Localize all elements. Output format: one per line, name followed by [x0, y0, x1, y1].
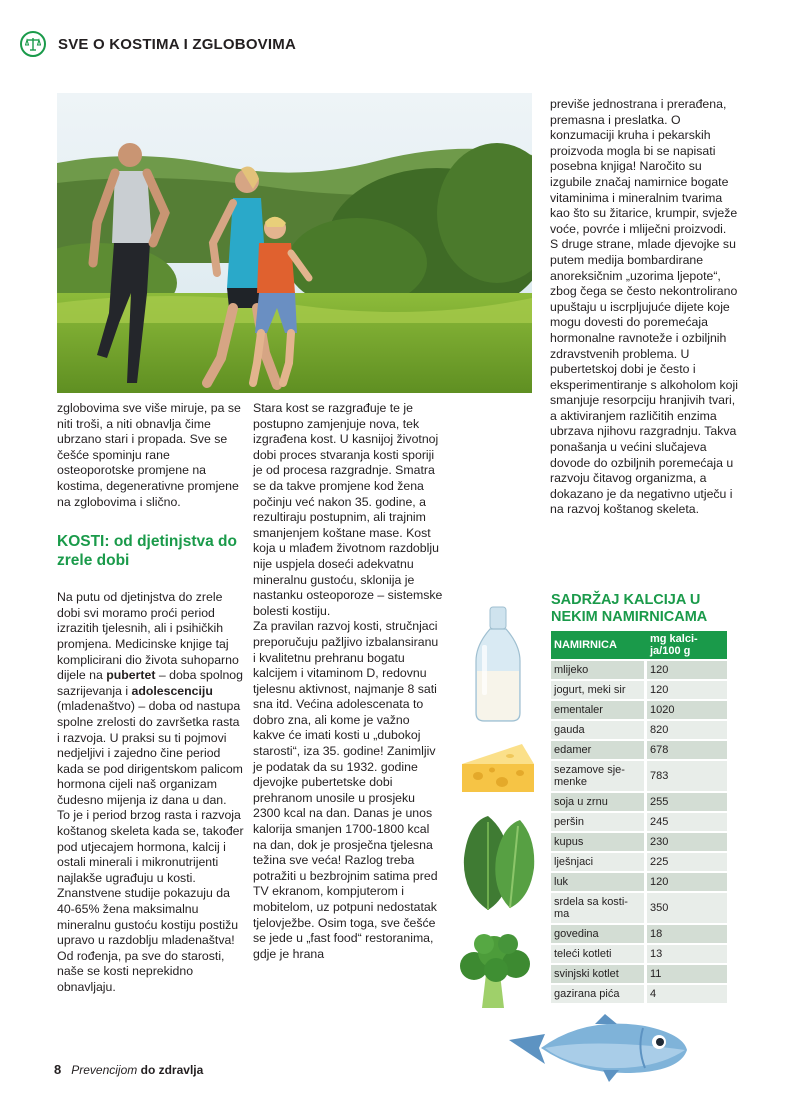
column-header-food: NAMIRNICA: [551, 631, 647, 659]
food-cell: luk: [551, 873, 647, 891]
page-footer: [54, 1062, 203, 1077]
calcium-cell: 120: [647, 681, 727, 699]
calcium-cell: 230: [647, 833, 727, 851]
food-cell: peršin: [551, 813, 647, 831]
food-cell: soja u zrnu: [551, 793, 647, 811]
text-run: (mladenaštvo) – doba od nastupa spolne zrelosti do završetka rasta i razvoja. U praksi su ti pojmovi nedjeljivi i zajedno čine period kada se pod dirigentskom palicom hormona cijeli naš organizam čudesno mijenja iz dana u dan.: [57, 699, 243, 807]
text-run: – doba spolnog sazrijevanja i: [57, 668, 243, 698]
brand-bold: do zdravlja: [140, 1063, 204, 1077]
footer-brand: [71, 1063, 203, 1077]
food-cell: jogurt, meki sir: [551, 681, 647, 699]
food-cell: svinjski kotlet: [551, 965, 647, 983]
term-adolescencija: adolescenciju: [131, 683, 213, 698]
pharmacy-scale-icon: [20, 31, 46, 57]
calcium-cell: 820: [647, 721, 727, 739]
table-row: [551, 793, 727, 811]
food-cell: gauda: [551, 721, 647, 739]
table-row: [551, 833, 727, 851]
food-cell: mlijeko: [551, 661, 647, 679]
text-column-1: [57, 401, 245, 996]
spinach-icon: [458, 812, 538, 917]
milk-bottle-icon: [470, 605, 526, 730]
food-cell: kupus: [551, 833, 647, 851]
text-run: Na putu od djetinjstva do zrele dobi svi moramo proći period izrazitih tjelesnih, ali i psihičkih promjena. Medicinske knjige taj komplicirani dio života suhoparno dijele na: [57, 590, 239, 683]
table-row: [551, 945, 727, 963]
calcium-cell: 255: [647, 793, 727, 811]
broccoli-icon: [452, 930, 538, 1017]
fish-icon: [505, 1012, 689, 1089]
calcium-cell: 1020: [647, 701, 727, 719]
table-row: [551, 741, 727, 759]
calcium-cell: 120: [647, 873, 727, 891]
food-cell: teleći kotleti: [551, 945, 647, 963]
term-pubertet: pubertet: [106, 668, 156, 683]
table-row: [551, 701, 727, 719]
text-column-2: [253, 401, 443, 962]
food-cell: lješnjaci: [551, 853, 647, 871]
brand-italic: Prevencijom: [71, 1063, 138, 1077]
table-row: [551, 681, 727, 699]
calcium-cell: 4: [647, 985, 727, 1003]
body-paragraph: [57, 590, 245, 808]
calcium-cell: 783: [647, 761, 727, 791]
calcium-cell: 678: [647, 741, 727, 759]
food-cell: ementaler: [551, 701, 647, 719]
body-paragraph: Za pravilan razvoj kosti, stručnjaci preporučuju pažljivo izbalansiranu i kvalitetnu prehranu bogatu kalcijem i vitaminom D, redovnu tjelesnu aktivnost, najmanje 8 sati sna itd. Većina adolescenata to dobro zna, ali kome je važno kakve će imati kosti u „dubokoj starosti“, iza 35. godine! Zanimljiv je podatak da su 1932. godine djevojke pubertetske dobi prehranom unosile u prosjeku 2300 kcal na dan. Danas je unos kalorija smanjen 1700-1800 kcal na dan, dok je prosječna tjelesna težina sve veća! Razlog treba potražiti u bezbrojnim satima pred TV ekranom, kompjuterom i mobitelom, uz potpuni nedostatak tjelovježbe. Osim toga, sve češće se jede u „fast food“ restoranima, gdje je hrana: [253, 619, 439, 961]
cheese-icon: [458, 740, 538, 803]
intro-paragraph: zglobovima sve više miruje, pa se niti troši, a niti obnavlja čime ubrzano stari i propada. Sve se češće spominju rane osteoporotske promjene na kostima, degenerativne promjene na zglobovima i slično.: [57, 401, 241, 509]
page-header: [20, 30, 296, 58]
section-heading: KOSTI: od djetinjstva do zrele dobi: [57, 533, 237, 570]
calcium-cell: 18: [647, 925, 727, 943]
body-paragraph: Stara kost se razgrađuje te je postupno zamjenjuje nova, tek izgrađena kost. U kasnijoj životnoj dobi proces stvaranja kosti sporiji je od procesa razgradnje. Smatra se da takve promjene kod žena počinju već nakon 35. godine, a rezultiraju postupnim, ali trajnim smanjenjem koštane mase. Kost koja u mlađem životnom razdoblju nije uspjela doseći adekvatnu mineralnu gustoću, sklonija je nastanku osteoporoze – sistemske bolesti kostiju.: [253, 401, 443, 618]
calcium-cell: 13: [647, 945, 727, 963]
calcium-cell: 245: [647, 813, 727, 831]
body-paragraph: previše jednostrana i prerađena, premasna i preslatka. O konzumaciji kruha i pekarskih proizvoda mogla bi se napisati posebna knjiga! Naročito su izgubile značaj namirnice bogate vitaminima i mineralnim tvarima kao što su žitarice, krumpir, svježe voće, povrće i mliječni proizvodi.: [550, 97, 738, 236]
family-running-photo: [57, 93, 532, 393]
calcium-table: [551, 629, 727, 1005]
food-cell: srdela sa kosti-ma: [551, 893, 647, 923]
table-row: [551, 893, 727, 923]
table-row: [551, 721, 727, 739]
table-row: [551, 925, 727, 943]
table-row: [551, 761, 727, 791]
body-paragraph: S druge strane, mlade djevojke su putem medija bombardirane anoreksičnim „uzorima ljepote“, zbog čega se često nekontrolirano upuštaju u iscrpljujuće dijete koje mogu dovesti do poremećaja hormonalne ravnoteže i ozbiljnih zdravstvenih problema. U pubertetskoj dobi je često i eksperimentiranje s alkoholom koji smanjuje resorpciju hranjivih tvari, a aktiviranjem različitih enzima ubrzava njihovu razgradnju. Takva ponašanja u većini slučajeva dovode do ozbiljnih poremećaja u razvoju čitavog organizma, a dokazano je da negativno utječu i na razvoj koštanog skeleta.: [550, 237, 738, 517]
page-number: 8: [54, 1062, 62, 1077]
table-row: [551, 873, 727, 891]
calcium-cell: 120: [647, 661, 727, 679]
calcium-cell: 350: [647, 893, 727, 923]
column-header-calcium: mg kalci-ja/100 g: [647, 631, 727, 659]
table-row: [551, 965, 727, 983]
table-row: [551, 985, 727, 1003]
calcium-cell: 225: [647, 853, 727, 871]
table-row: [551, 853, 727, 871]
table-row: [551, 813, 727, 831]
text-column-3: [550, 97, 740, 518]
food-cell: sezamove sje-menke: [551, 761, 647, 791]
table-header-row: [551, 631, 727, 659]
calcium-cell: 11: [647, 965, 727, 983]
table-row: [551, 661, 727, 679]
food-cell: edamer: [551, 741, 647, 759]
body-paragraph: To je i period brzog rasta i razvoja koštanog skeleta kada se, također pod utjecajem hormona, kalcij i ostali minerali i mikronutrijenti najlakše ugrađuju u kosti. Znanstvene studije pokazuju da 40-65% žena maksimalnu mineralnu gustoću kostiju postižu upravo u razdoblju mladenaštva! Od rođenja, pa sve do starosti, naše se kosti neprekidno obnavljaju.: [57, 808, 244, 994]
calcium-table-title: SADRŽAJ KALCIJA U NEKIM NAMIRNICAMA: [551, 592, 708, 625]
page-title: SVE O KOSTIMA I ZGLOBOVIMA: [58, 35, 296, 53]
food-cell: gazirana pića: [551, 985, 647, 1003]
food-cell: govedina: [551, 925, 647, 943]
